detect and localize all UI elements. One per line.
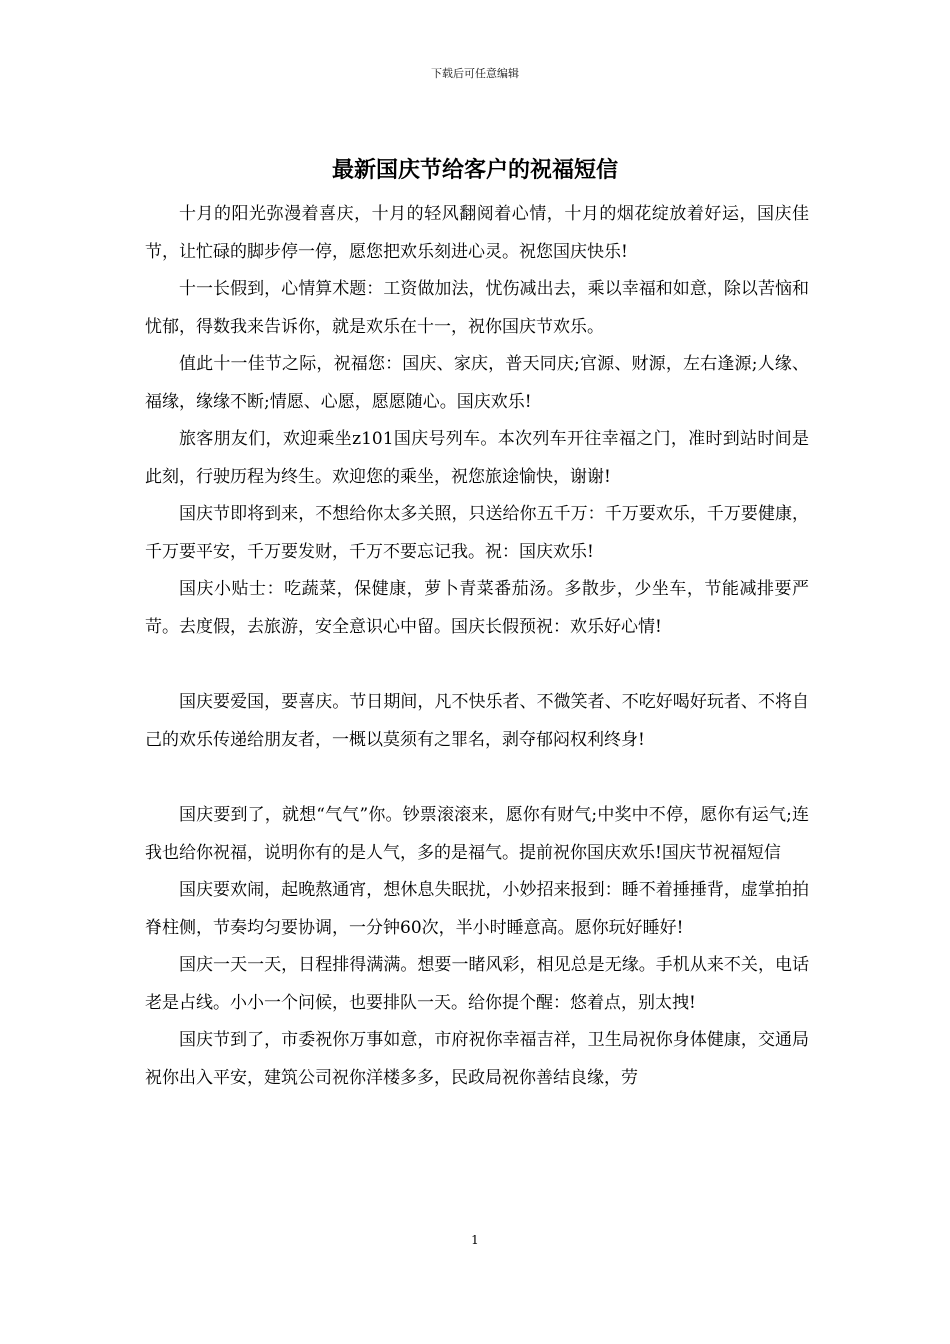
paragraph: 十一长假到，心情算术题：工资做加法，忧伤减出去，乘以幸福和如意，除以苦恼和忧郁，得数我来告诉你，就是欢乐在十一，祝你国庆节欢乐。 [145, 279, 809, 337]
paragraph: 国庆小贴士：吃蔬菜，保健康，萝卜青菜番茄汤。多散步，少坐车，节能减排要严苛。去度假，去旅游，安全意识心中留。国庆长假预祝：欢乐好心情! [145, 579, 809, 637]
document-title: 最新国庆节给客户的祝福短信 [331, 157, 618, 183]
document-body [145, 196, 809, 1097]
paragraph: 十月的阳光弥漫着喜庆，十月的轻风翻阅着心情，十月的烟花绽放着好运，国庆佳节，让忙碌的脚步停一停，愿您把欢乐刻进心灵。祝您国庆快乐! [145, 204, 809, 262]
blank-line [145, 759, 809, 797]
paragraph: 值此十一佳节之际，祝福您：国庆、家庆，普天同庆;官源、财源，左右逢源;人缘、福缘，缘缘不断;情愿、心愿，愿愿随心。国庆欢乐! [145, 354, 809, 412]
paragraph: 国庆节即将到来，不想给你太多关照，只送给你五千万：千万要欢乐，千万要健康，千万要平安，千万要发财，千万不要忘记我。祝：国庆欢乐! [145, 504, 809, 562]
paragraph: 国庆要到了，就想“气气”你。钞票滚滚来，愿你有财气;中奖中不停，愿你有运气;连我也给你祝福，说明你有的是人气，多的是福气。提前祝你国庆欢乐!国庆节祝福短信 [145, 805, 809, 863]
paragraph: 国庆一天一天，日程排得满满。想要一睹风彩，相见总是无缘。手机从来不关，电话老是占线。小小一个问候，也要排队一天。给你提个醒：悠着点，别太拽! [145, 955, 809, 1013]
paragraph: 国庆节到了，市委祝你万事如意，市府祝你幸福吉祥，卫生局祝你身体健康，交通局祝你出入平安，建筑公司祝你洋楼多多，民政局祝你善结良缘，劳 [145, 1030, 809, 1088]
paragraph: 国庆要欢闹，起晚熬通宵，想休息失眠扰，小妙招来报到：睡不着捶捶背，虚掌拍拍脊柱侧，节奏均匀要协调，一分钟60次，半小时睡意高。愿你玩好睡好! [145, 880, 809, 938]
page-number: 1 [471, 1233, 479, 1247]
header-note: 下载后可任意编辑 [431, 67, 519, 80]
paragraph: 国庆要爱国，要喜庆。节日期间，凡不快乐者、不微笑者、不吃好喝好玩者、不将自己的欢乐传递给朋友者，一概以莫须有之罪名，剥夺郁闷权利终身! [145, 692, 809, 750]
paragraph: 旅客朋友们，欢迎乘坐z101国庆号列车。本次列车开往幸福之门，准时到站时间是此刻，行驶历程为终生。欢迎您的乘坐，祝您旅途愉快，谢谢! [145, 429, 809, 487]
blank-line [145, 646, 809, 684]
